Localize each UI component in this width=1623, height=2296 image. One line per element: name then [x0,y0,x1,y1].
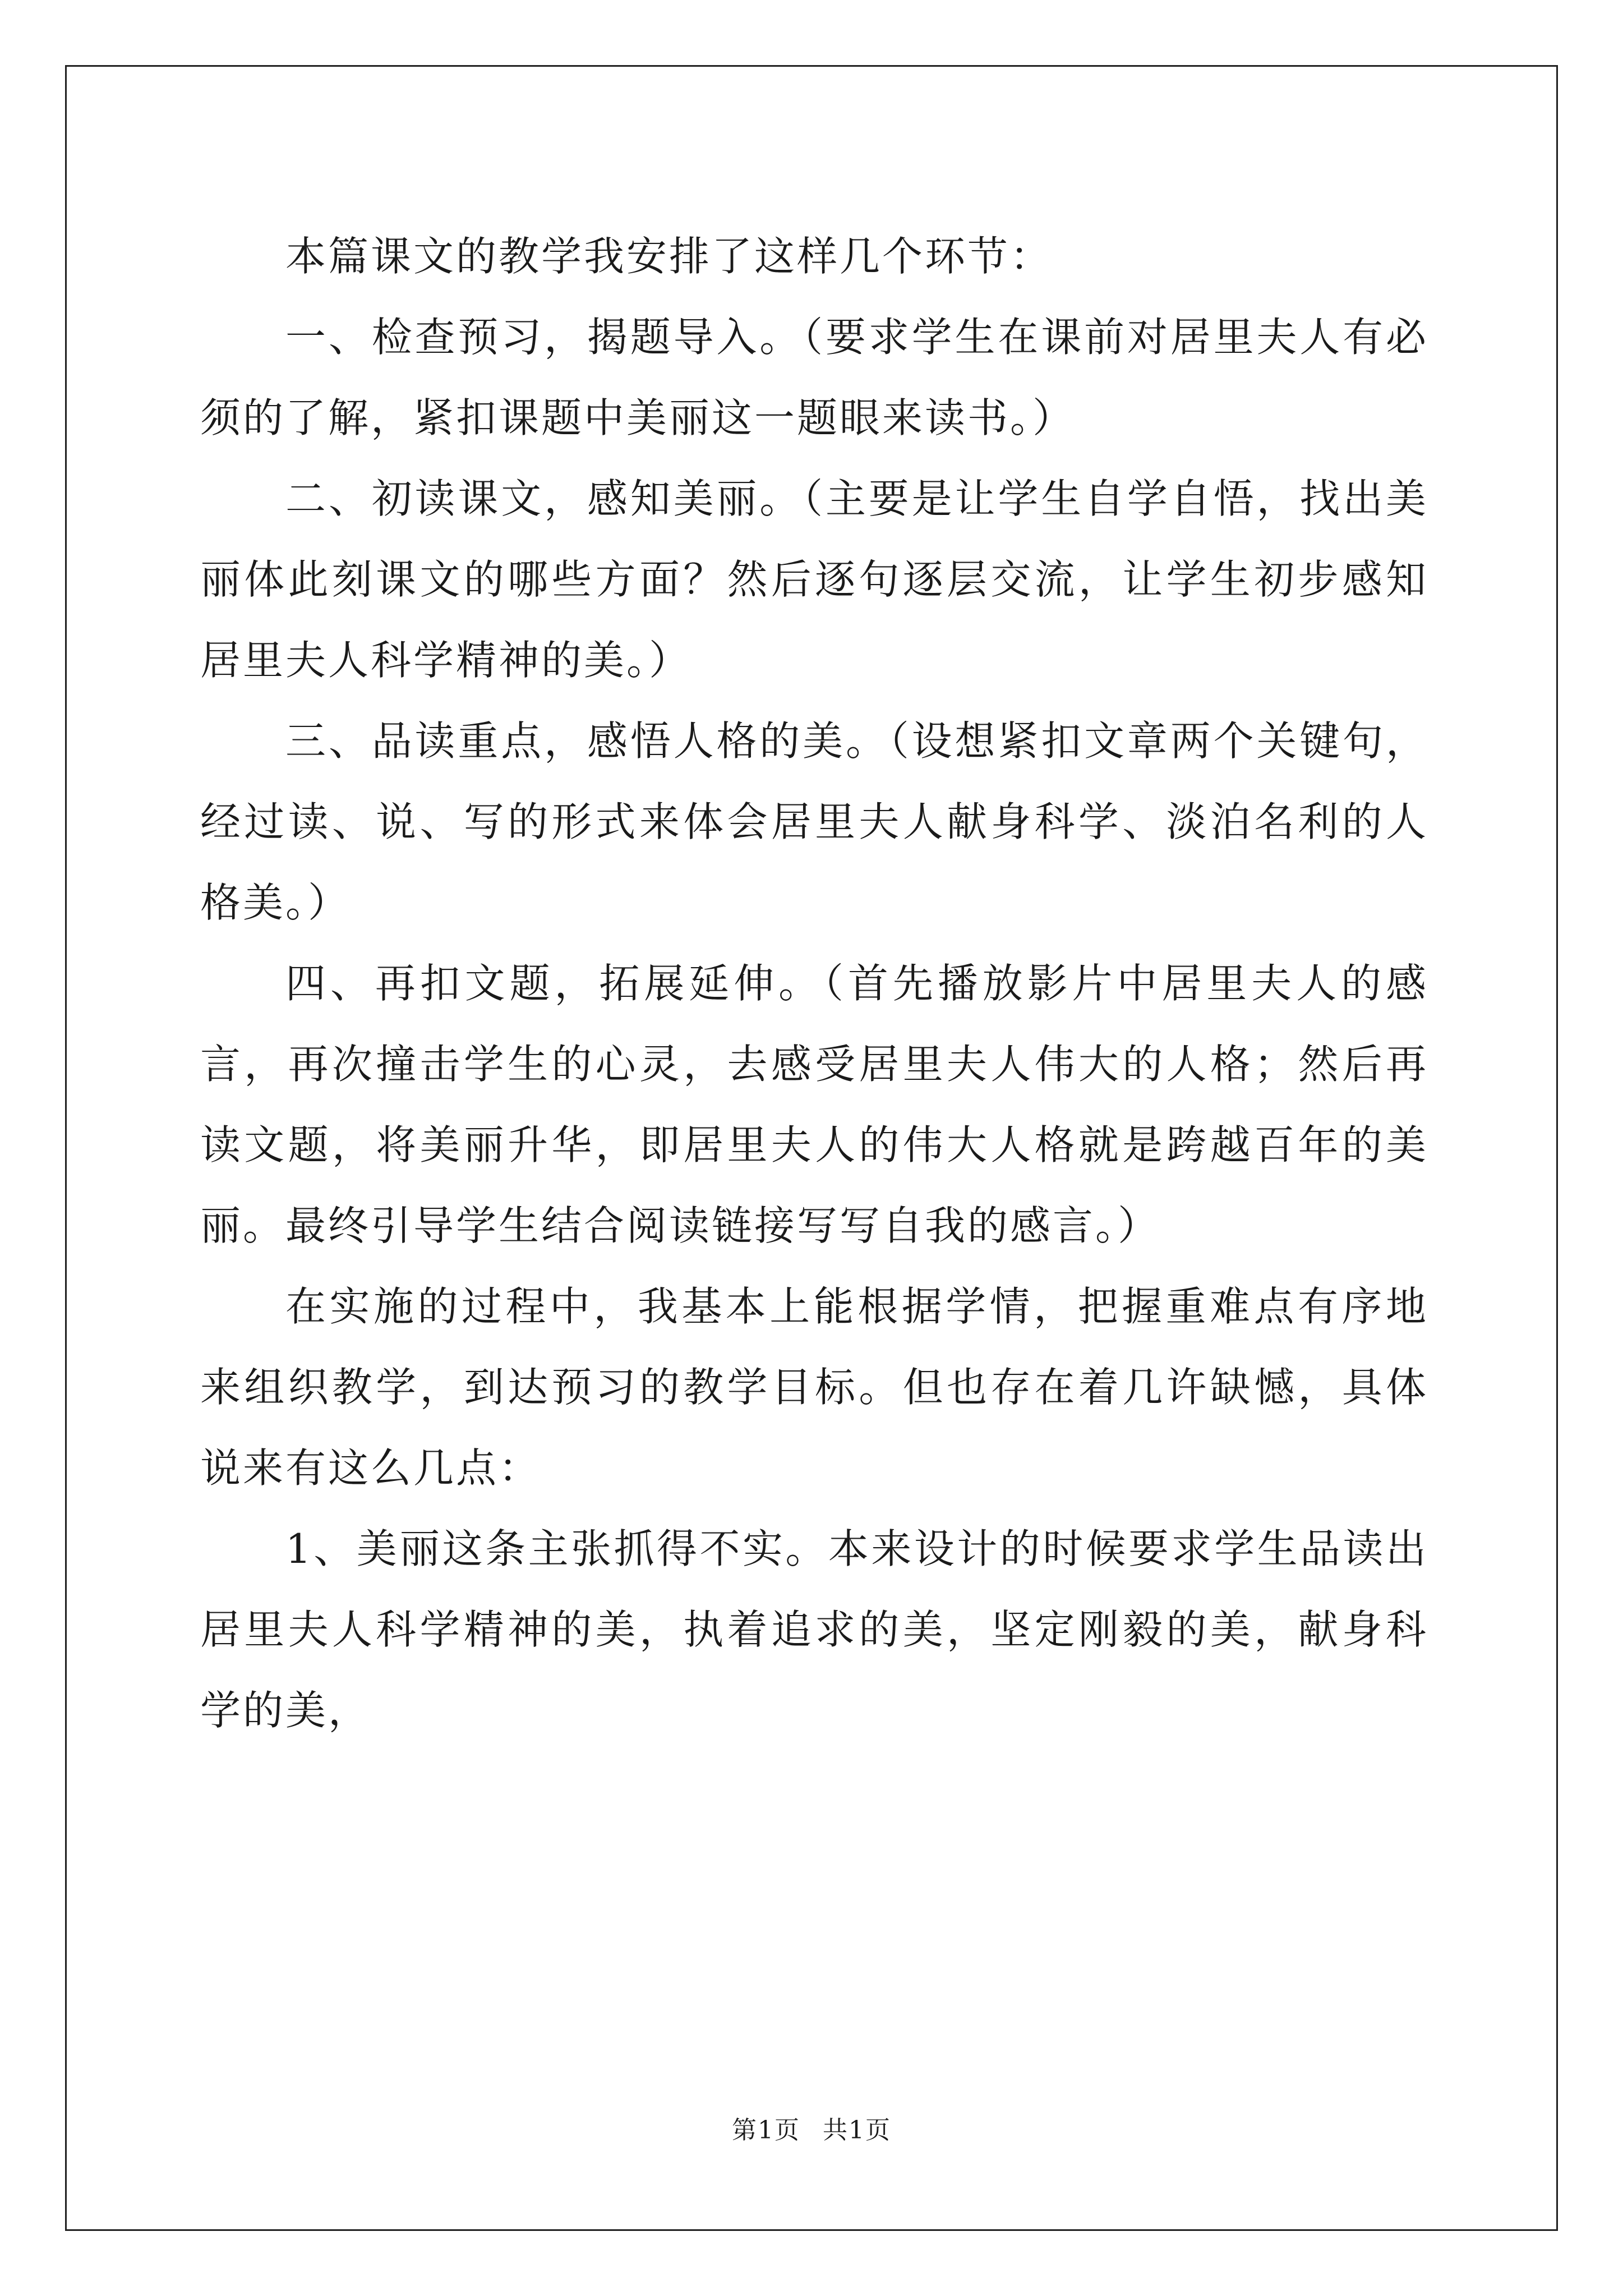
total-page-count: 共1页 [823,2116,891,2145]
paragraph-step-2: 二、初读课文，感知美丽。（主要是让学生自学自悟，找出美丽体此刻课文的哪些方面？然后逐句逐层交流，让学生初步感知居里夫人科学精神的美。） [200,475,1428,684]
paragraph-step-1: 一、检查预习，揭题导入。（要求学生在课前对居里夫人有必须的了解，紧扣课题中美丽这一题眼来读书。） [200,314,1428,441]
page-footer [0,2114,1623,2147]
paragraph-intro: 本篇课文的教学我安排了这样几个环节： [285,233,1053,280]
current-page-number: 第1页 [732,2116,800,2145]
paragraph-shortcoming-1: 1、美丽这条主张抓得不实。本来设计的时候要求学生品读出居里夫人科学精神的美，执着追求的美，坚定刚毅的美，献身科学的美， [200,1525,1428,1734]
paragraph-step-3: 三、品读重点，感悟人格的美。（设想紧扣文章两个关键句，经过读、说、写的形式来体会居里夫人献身科学、淡泊名利的人格美。） [200,717,1428,926]
paragraph-step-4: 四、再扣文题，拓展延伸。（首先播放影片中居里夫人的感言，再次撞击学生的心灵，去感受居里夫人伟大的人格；然后再读文题，将美丽升华，即居里夫人的伟大人格就是跨越百年的美丽。最终引导学生结合阅读链接写写自我的感言。） [200,960,1428,1249]
document-body [200,216,1428,1751]
paragraph-implementation: 在实施的过程中，我基本上能根据学情，把握重难点有序地来组织教学，到达预习的教学目标。但也存在着几许缺憾，具体说来有这么几点： [200,1283,1428,1492]
